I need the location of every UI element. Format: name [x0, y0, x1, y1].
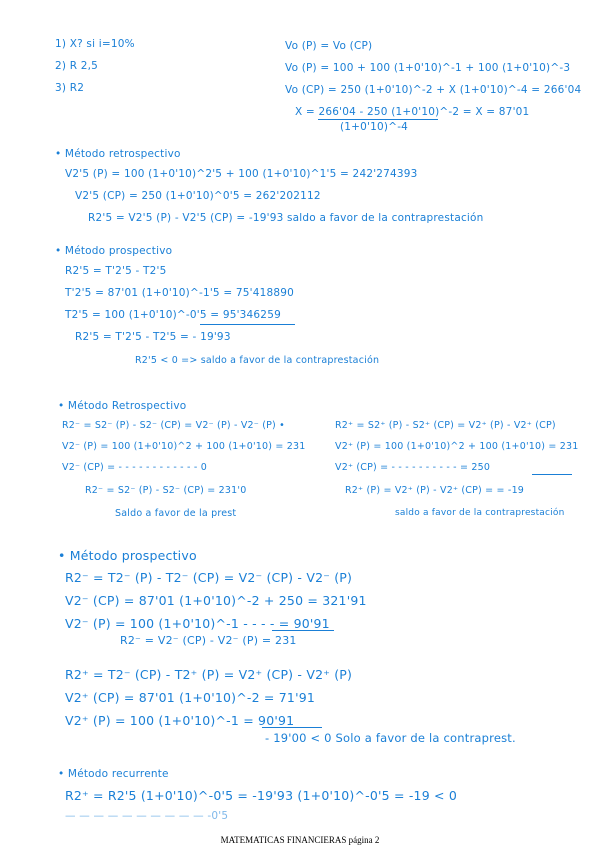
section-title: • Método retrospectivo	[55, 148, 181, 160]
equation-line: R2'5 < 0 => saldo a favor de la contraprestación	[135, 355, 380, 366]
question-2: 2) R 2,5	[55, 60, 99, 72]
page-footer: MATEMATICAS FINANCIERAS página 2	[220, 835, 380, 845]
result-underline	[532, 474, 572, 475]
equation-line: R2⁻ = V2⁻ (CP) - V2⁻ (P) = 231	[120, 634, 297, 647]
equation-line: R2⁺ = S2⁺ (P) - S2⁺ (CP) = V2⁺ (P) - V2⁺ (CP)	[335, 420, 556, 431]
equation-line: V2'5 (CP) = 250 (1+0'10)^0'5 = 262'202112	[75, 190, 321, 202]
equation-line: V2⁺ (CP) = 87'01 (1+0'10)^-2 = 71'91	[65, 690, 316, 705]
equation-line: T'2'5 = 87'01 (1+0'10)^-1'5 = 75'418890	[65, 287, 295, 299]
question-3: 3) R2	[55, 82, 85, 94]
fraction-bar	[318, 119, 438, 120]
equation-line: Vo (P) = Vo (CP)	[285, 40, 373, 52]
equation-line: R2⁺ (P) = V2⁺ (P) - V2⁺ (CP) = = -19	[345, 485, 525, 496]
result-underline	[272, 630, 334, 631]
equation-line: Vo (P) = 100 + 100 (1+0'10)^-1 + 100 (1+0'10)^-3	[285, 62, 571, 74]
equation-line: R2'5 = T'2'5 - T2'5 = - 19'93	[75, 331, 231, 343]
equation-line: X = 266'04 - 250 (1+0'10)^-2 = X = 87'01	[295, 106, 530, 118]
section-title: • Método prospectivo	[58, 548, 197, 563]
equation-line: R2'5 = V2'5 (P) - V2'5 (CP) = -19'93 saldo a favor de la contraprestación	[88, 212, 484, 224]
equation-line: V2⁺ (CP) = - - - - - - - - - - = 250	[335, 462, 491, 473]
equation-line: R2⁻ = S2⁻ (P) - S2⁻ (CP) = V2⁻ (P) - V2⁻ (P) •	[62, 420, 285, 431]
section-title: • Método recurrente	[58, 768, 169, 780]
equation-line: Vo (CP) = 250 (1+0'10)^-2 + X (1+0'10)^-4 = 266'04	[285, 84, 582, 96]
equation-line: V2⁺ (P) = 100 (1+0'10)^2 + 100 (1+0'10) = 231	[335, 441, 579, 452]
result-underline	[200, 324, 295, 325]
equation-line: V2'5 (P) = 100 (1+0'10)^2'5 + 100 (1+0'10)^1'5 = 242'274393	[65, 168, 418, 180]
section-title: • Método Retrospectivo	[58, 400, 187, 412]
equation-line: Saldo a favor de la prest	[115, 508, 237, 519]
equation-line: (1+0'10)^-4	[340, 121, 409, 133]
result-underline	[262, 727, 322, 728]
equation-line: R2⁻ = S2⁻ (P) - S2⁻ (CP) = 231'0	[85, 485, 247, 496]
equation-line: V2⁻ (CP) = 87'01 (1+0'10)^-2 + 250 = 321'91	[65, 593, 367, 608]
equation-line: V2⁺ (P) = 100 (1+0'10)^-1 = 90'91	[65, 713, 295, 728]
cut-off-line: — — — — — — — — — — -0'5	[65, 810, 229, 822]
equation-line: saldo a favor de la contraprestación	[395, 508, 565, 518]
equation-line: V2⁻ (CP) = - - - - - - - - - - - - 0	[62, 462, 207, 473]
equation-line: V2⁻ (P) = 100 (1+0'10)^-1 - - - - = 90'91	[65, 616, 330, 631]
question-1: 1) X? si i=10%	[55, 38, 135, 50]
section-title: • Método prospectivo	[55, 245, 173, 257]
equation-line: R2⁺ = T2⁻ (CP) - T2⁺ (P) = V2⁺ (CP) - V2⁺ (P)	[65, 667, 353, 682]
equation-line: R2⁻ = T2⁻ (P) - T2⁻ (CP) = V2⁻ (CP) - V2⁻ (P)	[65, 570, 353, 585]
equation-line: R2⁺ = R2'5 (1+0'10)^-0'5 = -19'93 (1+0'10)^-0'5 = -19 < 0	[65, 788, 458, 803]
equation-line: T2'5 = 100 (1+0'10)^-0'5 = 95'346259	[65, 309, 281, 321]
equation-line: R2'5 = T'2'5 - T2'5	[65, 265, 167, 277]
equation-line: - 19'00 < 0 Solo a favor de la contraprest.	[265, 731, 516, 745]
equation-line: V2⁻ (P) = 100 (1+0'10)^2 + 100 (1+0'10) = 231	[62, 441, 306, 452]
